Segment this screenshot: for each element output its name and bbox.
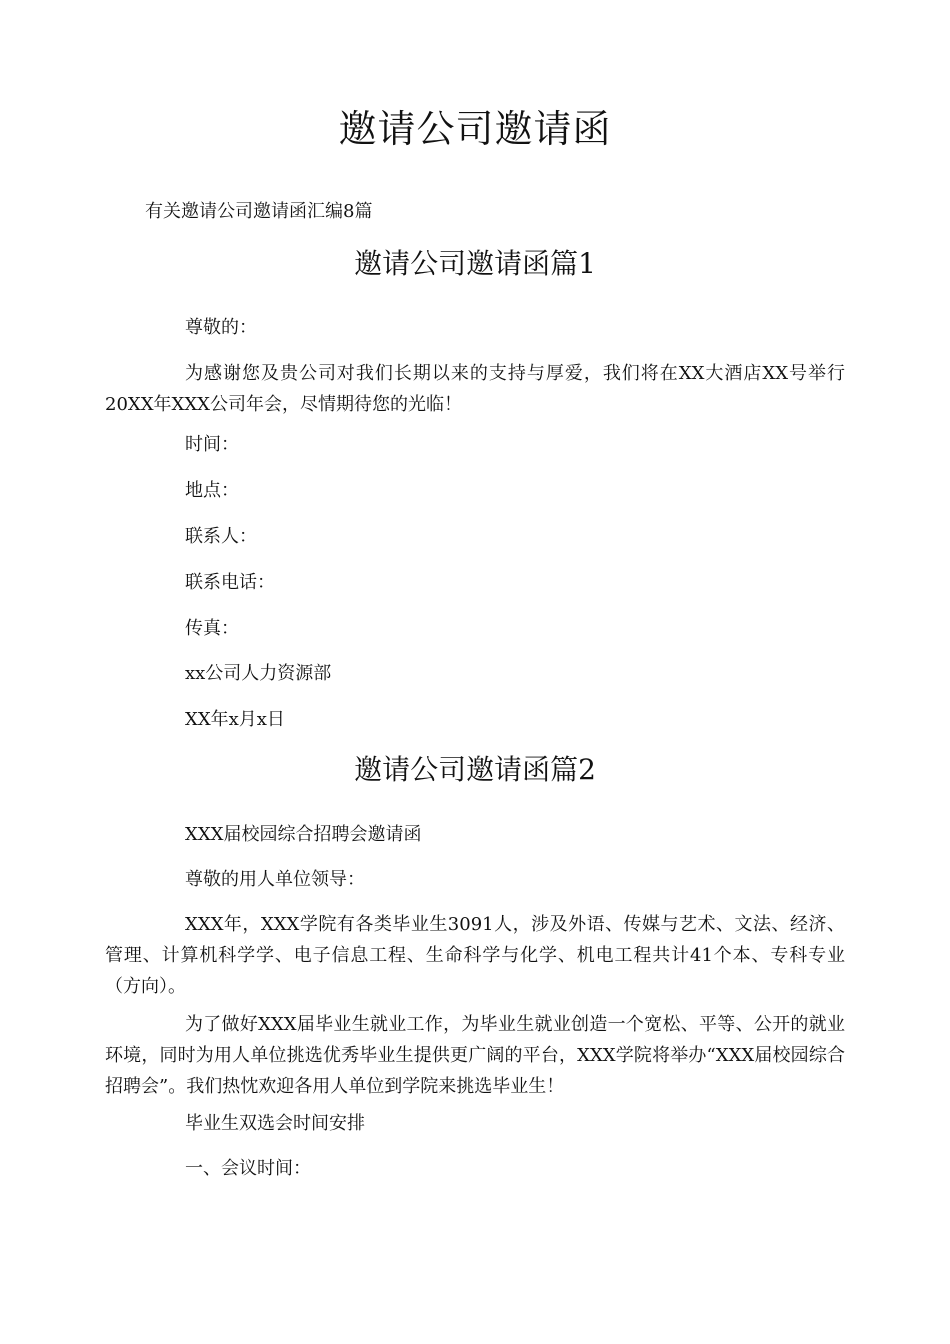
document-intro: 有关邀请公司邀请函汇编8篇: [145, 201, 373, 222]
phone-label: 联系电话：: [185, 572, 275, 593]
document-title: 邀请公司邀请函: [338, 107, 612, 151]
date: XX年x月x日: [185, 709, 285, 730]
section1-salutation: 尊敬的：: [185, 317, 257, 338]
place-label: 地点：: [185, 480, 239, 501]
section2-subtitle: XXX届校园综合招聘会邀请函: [185, 824, 422, 845]
section2-paragraph-2: 为了做好XXX届毕业生就业工作，为毕业生就业创造一个宽松、平等、公开的就业环境，同时为用人单位挑选优秀毕业生提供更广阔的平台，XXX学院将举办“XXX届校园综合招聘会”。我们热忱欢迎各用人单位到学院来挑选毕业生！: [105, 1014, 845, 1097]
schedule-heading: 毕业生双选会时间安排: [185, 1113, 365, 1134]
contact-label: 联系人：: [185, 526, 257, 547]
schedule-item-1: 一、会议时间：: [185, 1158, 311, 1179]
section2-paragraph-1: XXX年，XXX学院有各类毕业生3091人，涉及外语、传媒与艺术、文法、经济、管理、计算机科学学、电子信息工程、生命科学与化学、机电工程共计41个本、专科专业（方向）。: [105, 914, 845, 997]
time-label: 时间：: [185, 434, 239, 455]
section1-body: 为感谢您及贵公司对我们长期以来的支持与厚爱，我们将在XX大酒店XX号举行20XX年XXX公司年会，尽情期待您的光临！: [105, 363, 845, 415]
section2-salutation: 尊敬的用人单位领导：: [185, 869, 365, 890]
section1-heading: 邀请公司邀请函篇1: [354, 247, 596, 280]
fax-label: 传真：: [185, 618, 239, 639]
section2-heading: 邀请公司邀请函篇2: [354, 753, 596, 786]
signature: xx公司人力资源部: [185, 663, 332, 684]
